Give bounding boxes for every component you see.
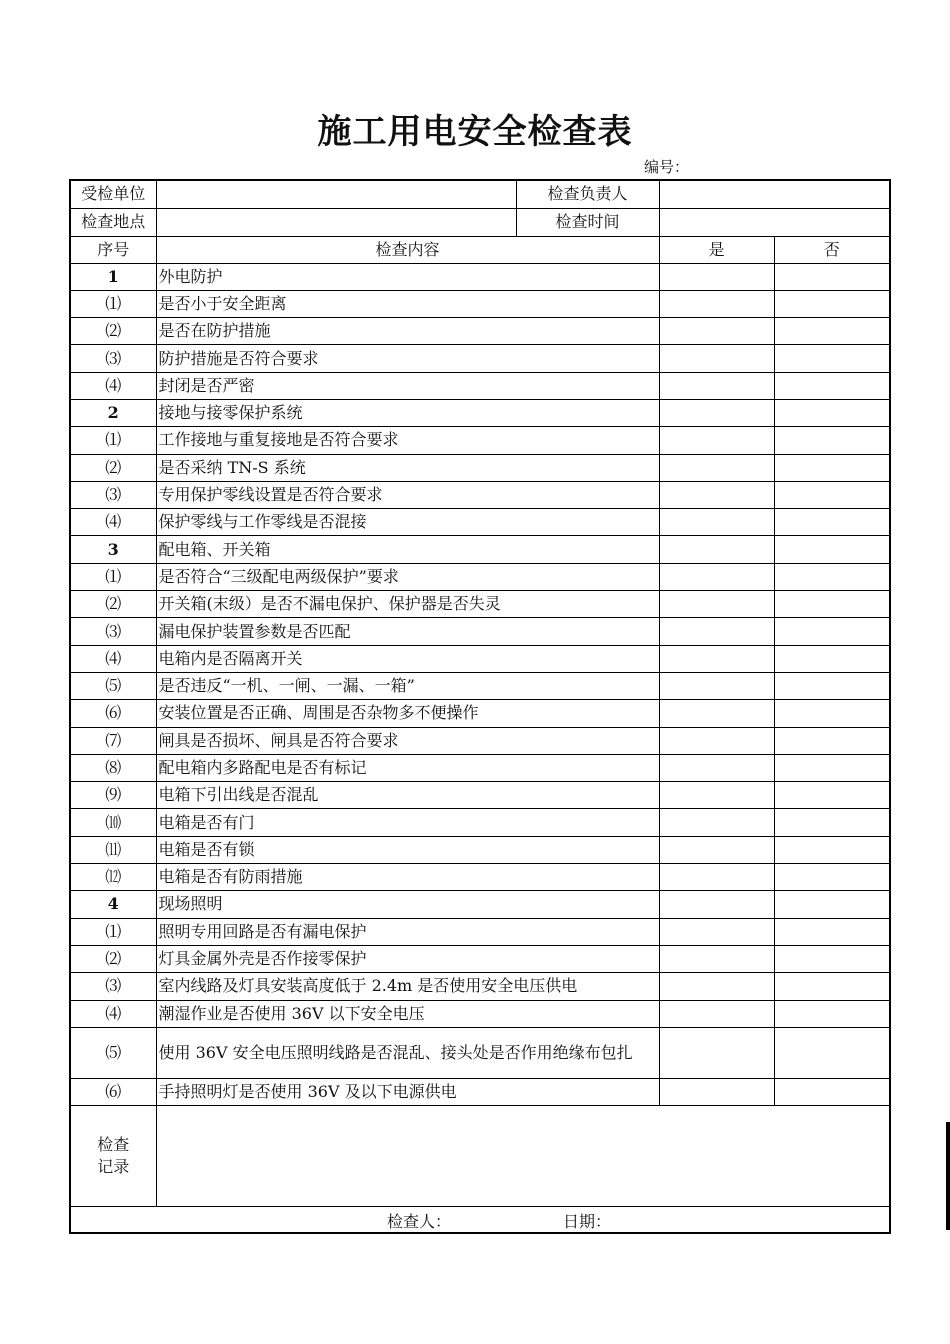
checklist-row: [70, 809, 890, 836]
no-checkbox-cell[interactable]: [774, 672, 890, 699]
yes-checkbox-cell[interactable]: [659, 891, 774, 918]
no-checkbox-cell[interactable]: [774, 918, 890, 945]
check-item-text: 现场照明: [156, 891, 659, 918]
inspection-time-field[interactable]: [659, 208, 890, 236]
row-number: ⑹: [70, 700, 156, 727]
no-checkbox-cell[interactable]: [774, 1000, 890, 1027]
check-item-text: 电箱下引出线是否混乱: [156, 782, 659, 809]
row-number: ⑴: [70, 427, 156, 454]
check-item-text: 是否符合“三级配电两级保护”要求: [156, 563, 659, 590]
inspected-unit-label: 受检单位: [70, 180, 156, 208]
no-checkbox-cell[interactable]: [774, 891, 890, 918]
no-checkbox-cell[interactable]: [774, 754, 890, 781]
row-number: ⑴: [70, 918, 156, 945]
check-item-text: 灯具金属外壳是否作接零保护: [156, 945, 659, 972]
yes-checkbox-cell[interactable]: [659, 782, 774, 809]
footer-row: [70, 1207, 890, 1234]
check-item-text: 是否采纳 TN-S 系统: [156, 454, 659, 481]
checklist-row: [70, 618, 890, 645]
yes-checkbox-cell[interactable]: [659, 1027, 774, 1078]
no-checkbox-cell[interactable]: [774, 509, 890, 536]
row-number: ⑴: [70, 290, 156, 317]
yes-checkbox-cell[interactable]: [659, 536, 774, 563]
yes-checkbox-cell[interactable]: [659, 645, 774, 672]
check-item-text: 是否小于安全距离: [156, 290, 659, 317]
check-item-text: 电箱是否有防雨措施: [156, 864, 659, 891]
inspection-place-label: 检查地点: [70, 208, 156, 236]
no-checkbox-cell[interactable]: [774, 618, 890, 645]
row-number: ⑶: [70, 618, 156, 645]
checklist-row: [70, 700, 890, 727]
record-label-line2: 记录: [97, 1157, 130, 1177]
yes-checkbox-cell[interactable]: [659, 290, 774, 317]
column-header-no: 否: [774, 236, 890, 263]
yes-checkbox-cell[interactable]: [659, 918, 774, 945]
inspection-lead-field[interactable]: [659, 180, 890, 208]
row-number: ⑸: [70, 672, 156, 699]
row-number: 3: [70, 536, 156, 563]
inspection-time-label: 检查时间: [516, 208, 659, 236]
row-number: ⑶: [70, 345, 156, 372]
yes-checkbox-cell[interactable]: [659, 973, 774, 1000]
row-number: ⑷: [70, 645, 156, 672]
checklist-row: [70, 318, 890, 345]
inspection-table: [69, 179, 891, 1234]
checklist-row: [70, 263, 890, 290]
check-item-text: 专用保护零线设置是否符合要求: [156, 481, 659, 508]
check-item-text: 接地与接零保护系统: [156, 399, 659, 426]
checklist-row: [70, 1027, 890, 1078]
no-checkbox-cell[interactable]: [774, 645, 890, 672]
inspection-place-field[interactable]: [156, 208, 516, 236]
row-number: ⑿: [70, 864, 156, 891]
row-number: ⑹: [70, 1078, 156, 1105]
record-label: [70, 1106, 156, 1207]
no-checkbox-cell[interactable]: [774, 481, 890, 508]
row-number: ⑸: [70, 1027, 156, 1078]
row-number: ⑶: [70, 481, 156, 508]
check-item-text: 配电箱内多路配电是否有标记: [156, 754, 659, 781]
record-field[interactable]: [156, 1106, 890, 1207]
no-checkbox-cell[interactable]: [774, 782, 890, 809]
yes-checkbox-cell[interactable]: [659, 318, 774, 345]
no-checkbox-cell[interactable]: [774, 973, 890, 1000]
no-checkbox-cell[interactable]: [774, 836, 890, 863]
row-number: ⑵: [70, 945, 156, 972]
checklist-row: [70, 591, 890, 618]
checklist-row: [70, 836, 890, 863]
row-number: ⑵: [70, 454, 156, 481]
no-checkbox-cell[interactable]: [774, 945, 890, 972]
signature-cell: [70, 1207, 890, 1234]
checklist-row: [70, 563, 890, 590]
checklist-row: [70, 672, 890, 699]
row-number: ⑵: [70, 318, 156, 345]
no-checkbox-cell[interactable]: [774, 318, 890, 345]
page-title: 施工用电安全检查表: [317, 112, 633, 152]
check-item-text: 封闭是否严密: [156, 372, 659, 399]
yes-checkbox-cell[interactable]: [659, 700, 774, 727]
yes-checkbox-cell[interactable]: [659, 945, 774, 972]
yes-checkbox-cell[interactable]: [659, 809, 774, 836]
check-item-text: 是否违反“一机、一闸、一漏、一箱”: [156, 672, 659, 699]
column-header-yes: 是: [659, 236, 774, 263]
no-checkbox-cell[interactable]: [774, 700, 890, 727]
yes-checkbox-cell[interactable]: [659, 563, 774, 590]
check-item-text: 闸具是否损坏、闸具是否符合要求: [156, 727, 659, 754]
checklist-row: [70, 945, 890, 972]
checklist-row: [70, 1078, 890, 1105]
checklist-row: [70, 536, 890, 563]
row-number: ⑴: [70, 563, 156, 590]
check-item-text: 使用 36V 安全电压照明线路是否混乱、接头处是否作用绝缘布包扎: [156, 1027, 659, 1078]
inspected-unit-field[interactable]: [156, 180, 516, 208]
yes-checkbox-cell[interactable]: [659, 509, 774, 536]
no-checkbox-cell[interactable]: [774, 591, 890, 618]
record-row: [70, 1106, 890, 1207]
row-number: 2: [70, 399, 156, 426]
column-header-number: 序号: [70, 236, 156, 263]
no-checkbox-cell[interactable]: [774, 1027, 890, 1078]
checklist-row: [70, 509, 890, 536]
check-item-text: 安装位置是否正确、周围是否杂物多不便操作: [156, 700, 659, 727]
checklist-row: [70, 973, 890, 1000]
yes-checkbox-cell[interactable]: [659, 864, 774, 891]
check-item-text: 照明专用回路是否有漏电保护: [156, 918, 659, 945]
no-checkbox-cell[interactable]: [774, 1078, 890, 1105]
checklist-row: [70, 645, 890, 672]
check-item-text: 电箱内是否隔离开关: [156, 645, 659, 672]
row-number: ⑺: [70, 727, 156, 754]
yes-checkbox-cell[interactable]: [659, 672, 774, 699]
yes-checkbox-cell[interactable]: [659, 836, 774, 863]
record-label-line1: 检查: [97, 1135, 130, 1155]
no-checkbox-cell[interactable]: [774, 345, 890, 372]
yes-checkbox-cell[interactable]: [659, 591, 774, 618]
checklist-row: [70, 399, 890, 426]
yes-checkbox-cell[interactable]: [659, 754, 774, 781]
check-item-text: 配电箱、开关箱: [156, 536, 659, 563]
no-checkbox-cell[interactable]: [774, 399, 890, 426]
check-item-text: 电箱是否有锁: [156, 836, 659, 863]
page-edge-mark: [946, 1122, 950, 1230]
no-checkbox-cell[interactable]: [774, 536, 890, 563]
yes-checkbox-cell[interactable]: [659, 481, 774, 508]
checklist-row: [70, 345, 890, 372]
check-item-text: 电箱是否有门: [156, 809, 659, 836]
row-number: ⑷: [70, 1000, 156, 1027]
checklist-row: [70, 454, 890, 481]
checklist-row: [70, 290, 890, 317]
no-checkbox-cell[interactable]: [774, 727, 890, 754]
yes-checkbox-cell[interactable]: [659, 1078, 774, 1105]
checklist-row: [70, 918, 890, 945]
row-number: ⑶: [70, 973, 156, 1000]
column-header-content: 检查内容: [156, 236, 659, 263]
serial-number-label: 编号：: [644, 158, 690, 176]
yes-checkbox-cell[interactable]: [659, 1000, 774, 1027]
check-item-text: 防护措施是否符合要求: [156, 345, 659, 372]
check-item-text: 外电防护: [156, 263, 659, 290]
check-item-text: 保护零线与工作零线是否混接: [156, 509, 659, 536]
no-checkbox-cell[interactable]: [774, 563, 890, 590]
row-number: 1: [70, 263, 156, 290]
yes-checkbox-cell[interactable]: [659, 454, 774, 481]
checklist-row: [70, 427, 890, 454]
yes-checkbox-cell[interactable]: [659, 618, 774, 645]
row-number: ⑼: [70, 782, 156, 809]
checklist-row: [70, 864, 890, 891]
check-item-text: 开关箱(末级）是否不漏电保护、保护器是否失灵: [156, 591, 659, 618]
no-checkbox-cell[interactable]: [774, 290, 890, 317]
row-number: ⑵: [70, 591, 156, 618]
yes-checkbox-cell[interactable]: [659, 372, 774, 399]
yes-checkbox-cell[interactable]: [659, 263, 774, 290]
check-item-text: 手持照明灯是否使用 36V 及以下电源供电: [156, 1078, 659, 1105]
checklist-row: [70, 372, 890, 399]
checklist-row: [70, 727, 890, 754]
check-item-text: 工作接地与重复接地是否符合要求: [156, 427, 659, 454]
row-number: ⑾: [70, 836, 156, 863]
checklist-row: [70, 1000, 890, 1027]
checklist-row: [70, 481, 890, 508]
no-checkbox-cell[interactable]: [774, 427, 890, 454]
row-number: ⑻: [70, 754, 156, 781]
no-checkbox-cell[interactable]: [774, 864, 890, 891]
no-checkbox-cell[interactable]: [774, 263, 890, 290]
row-number: ⑽: [70, 809, 156, 836]
no-checkbox-cell[interactable]: [774, 809, 890, 836]
row-number: 4: [70, 891, 156, 918]
inspection-lead-label: 检查负责人: [516, 180, 659, 208]
row-number: ⑷: [70, 509, 156, 536]
yes-checkbox-cell[interactable]: [659, 727, 774, 754]
checklist-row: [70, 891, 890, 918]
check-item-text: 潮湿作业是否使用 36V 以下安全电压: [156, 1000, 659, 1027]
row-number: ⑷: [70, 372, 156, 399]
yes-checkbox-cell[interactable]: [659, 345, 774, 372]
no-checkbox-cell[interactable]: [774, 372, 890, 399]
check-item-text: 是否在防护措施: [156, 318, 659, 345]
checklist-row: [70, 754, 890, 781]
yes-checkbox-cell[interactable]: [659, 427, 774, 454]
checklist-row: [70, 782, 890, 809]
check-item-text: 室内线路及灯具安装高度低于 2.4m 是否使用安全电压供电: [156, 973, 659, 1000]
date-label: 日期：: [563, 1212, 612, 1232]
inspector-label: 检查人：: [387, 1212, 452, 1232]
no-checkbox-cell[interactable]: [774, 454, 890, 481]
check-item-text: 漏电保护装置参数是否匹配: [156, 618, 659, 645]
yes-checkbox-cell[interactable]: [659, 399, 774, 426]
